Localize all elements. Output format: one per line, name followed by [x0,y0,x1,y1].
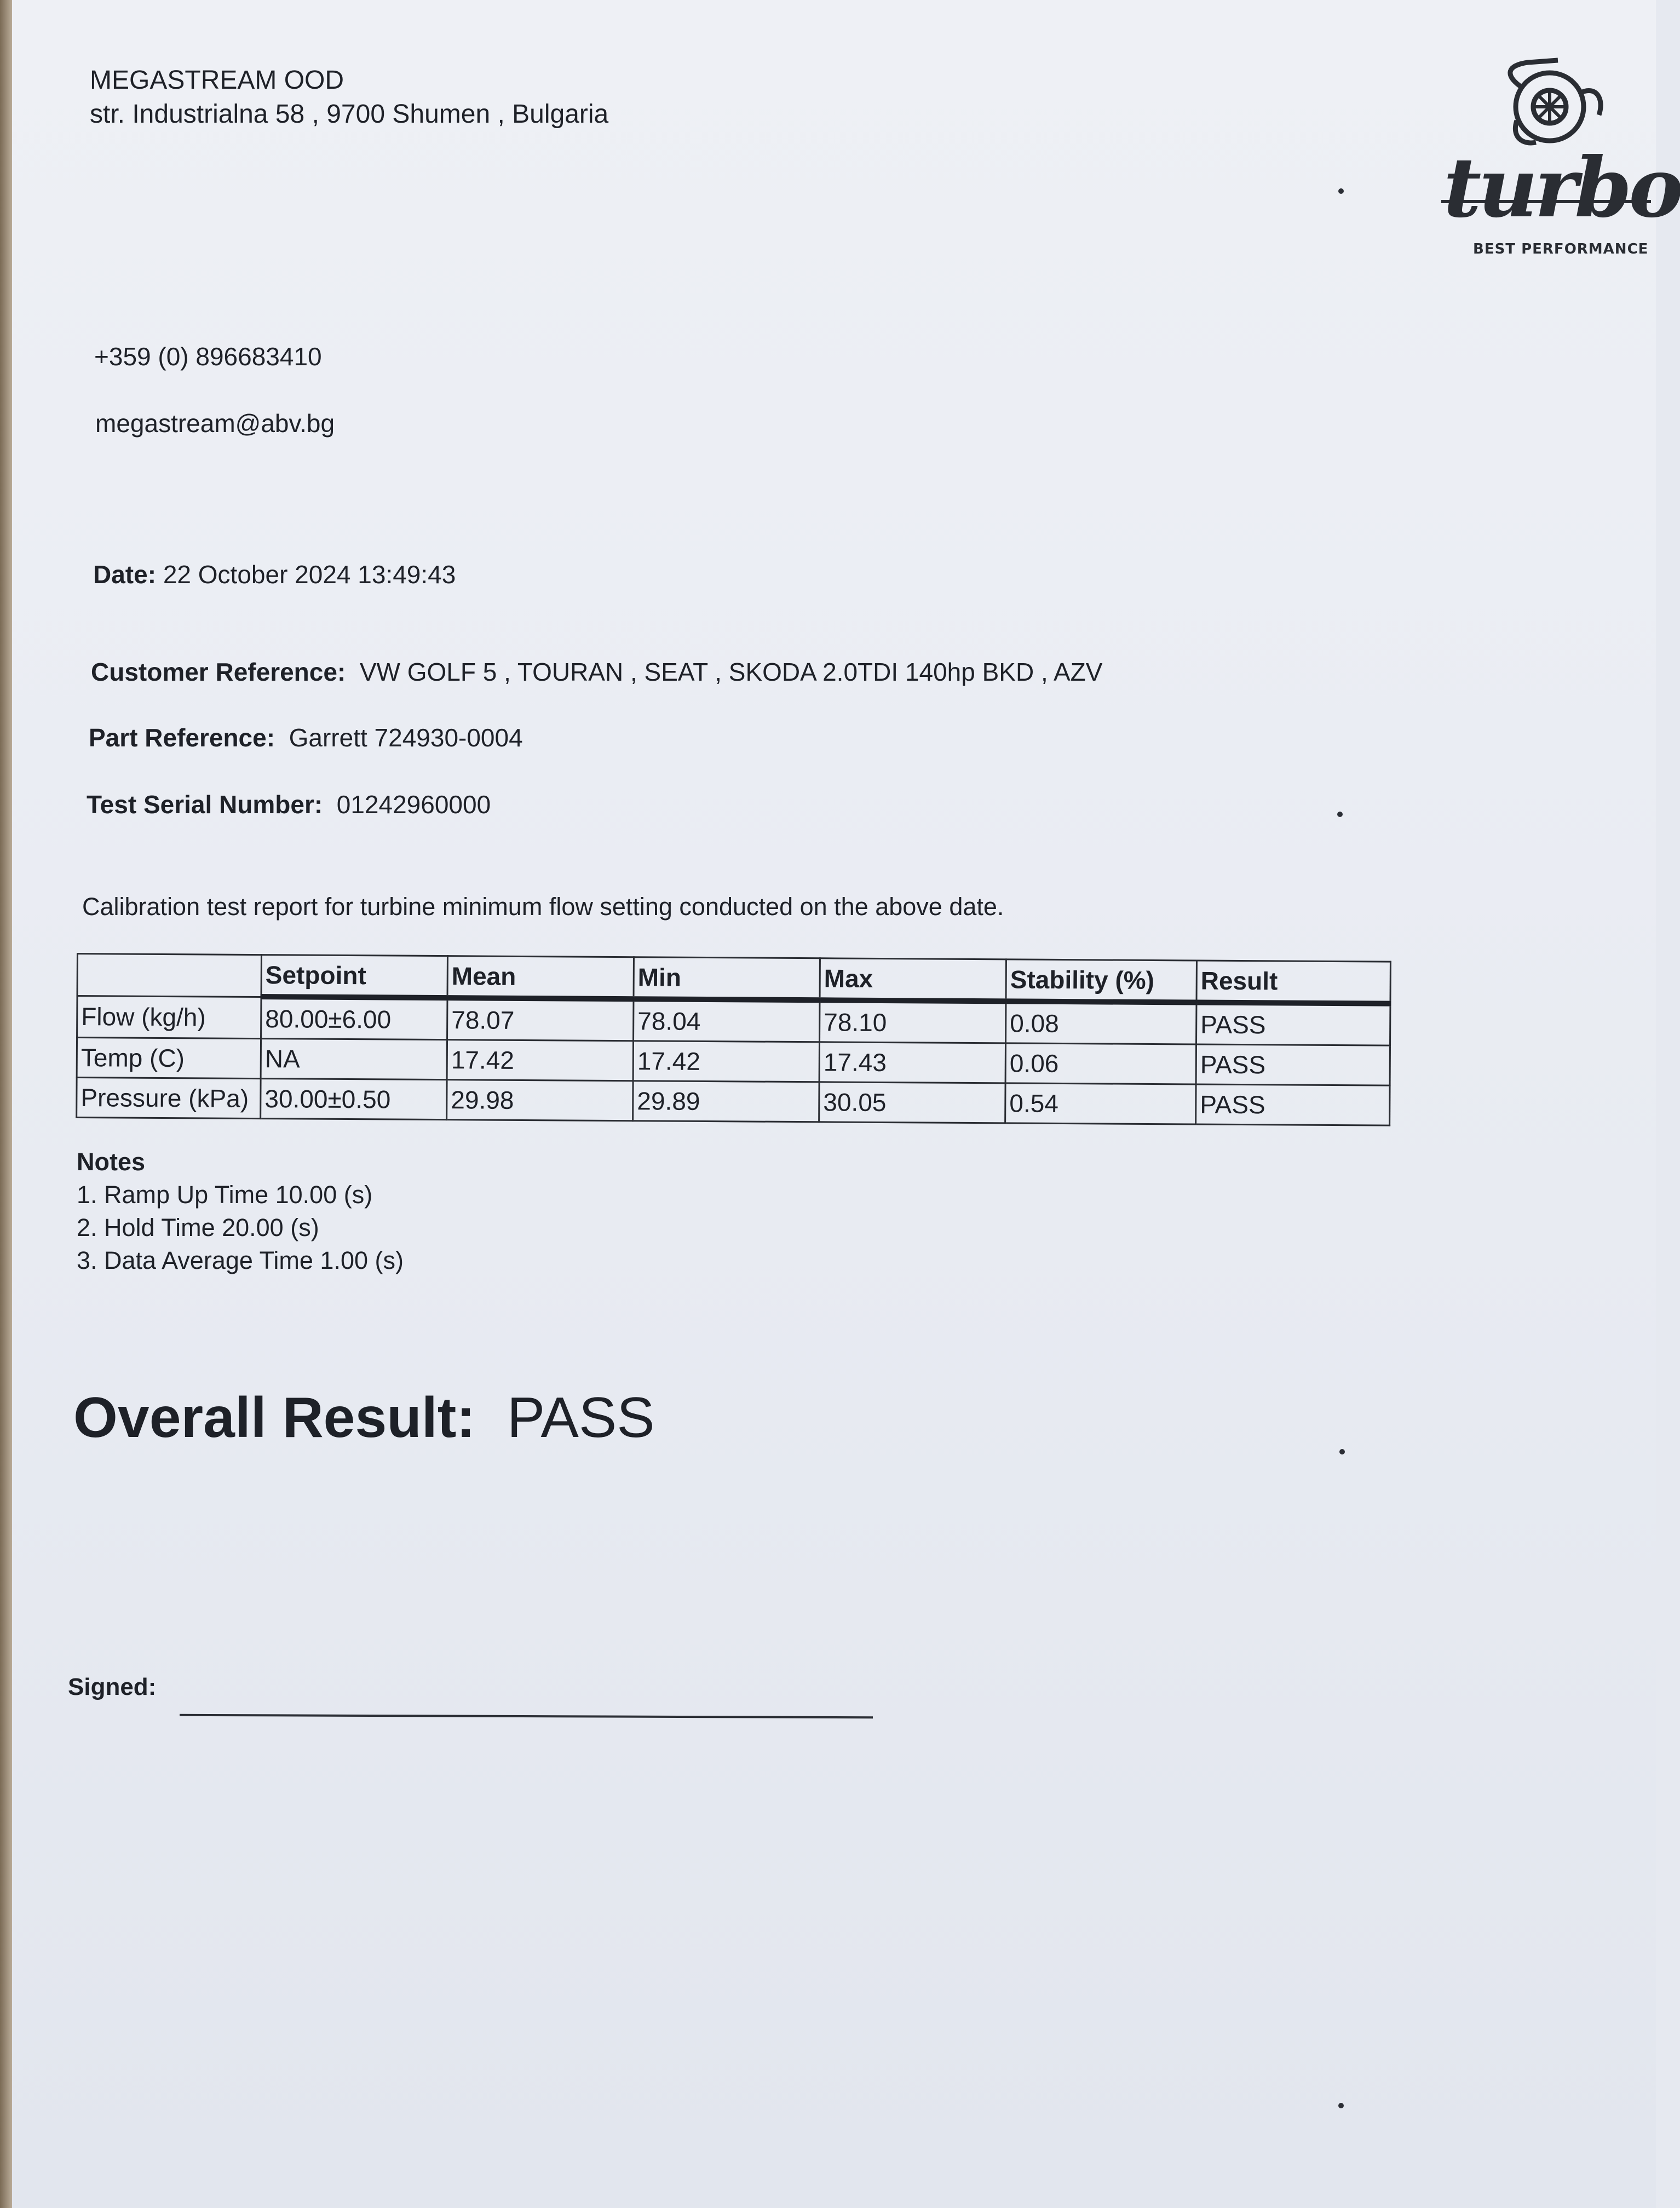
paper-mark [1338,2103,1344,2108]
logo-wordmark: turbo [1443,140,1680,236]
date-label: Date: [93,560,157,589]
company-name: MEGASTREAM OOD [90,66,344,95]
table-cell: 17.42 [633,1041,819,1082]
results-table [76,953,1391,1126]
note-item: 1. Ramp Up Time 10.00 (s) [77,1181,373,1209]
paper-edge [0,0,12,2208]
table-cell: Pressure (kPa) [77,1078,261,1119]
table-cell: 80.00±6.00 [261,997,447,1040]
report-caption: Calibration test report for turbine minimum flow setting conducted on the above date. [82,893,1004,921]
signed-label: Signed: [68,1674,157,1700]
table-row [77,996,1390,1045]
table-cell: Temp (C) [77,1038,261,1079]
table-cell: 78.10 [820,1000,1006,1043]
table-cell: 29.98 [447,1080,633,1121]
customer-reference-line [91,657,1102,687]
paper-mark [1337,812,1343,817]
table-header-blank [77,954,261,997]
table-header-stability: Stability (%) [1006,959,1196,1003]
table-header-row [77,954,1390,1004]
table-cell: 0.08 [1006,1001,1196,1044]
overall-result-label: Overall Result: [73,1386,476,1450]
table-header-setpoint: Setpoint [261,955,447,998]
table-cell: PASS [1196,1044,1390,1085]
table-cell: PASS [1196,1002,1390,1045]
logo-tagline: BEST PERFORMANCE [1473,241,1649,257]
company-address: str. Industrialna 58 , 9700 Shumen , Bulgaria [90,100,609,129]
table-header-mean: Mean [447,956,634,999]
table-cell: 78.07 [447,998,634,1041]
table-cell: 0.06 [1005,1043,1196,1084]
company-phone: +359 (0) 896683410 [94,342,322,371]
test-serial-value: 01242960000 [336,790,491,819]
part-reference-label: Part Reference: [89,723,275,752]
notes-title: Notes [77,1148,146,1176]
customer-reference-label: Customer Reference: [91,658,346,686]
table-cell: 30.05 [819,1082,1005,1123]
paper-mark [1339,1449,1345,1454]
table-cell: 17.43 [819,1042,1005,1083]
table-header-min: Min [634,957,820,1001]
table-cell: Flow (kg/h) [77,996,261,1039]
company-email: megastream@abv.bg [95,409,335,438]
table-row [77,1078,1390,1126]
table-cell: 78.04 [634,999,820,1042]
note-item: 2. Hold Time 20.00 (s) [77,1214,319,1241]
paper-mark [1338,188,1344,194]
part-reference-line [89,723,523,752]
notes-section [77,1146,404,1277]
customer-reference-value: VW GOLF 5 , TOURAN , SEAT , SKODA 2.0TDI 140hp BKD , AZV [359,658,1103,686]
table-cell: 29.89 [633,1081,819,1122]
table-cell: NA [261,1039,447,1080]
part-reference-value: Garrett 724930-0004 [289,723,523,752]
table-header-result: Result [1196,961,1390,1004]
table-cell: 30.00±0.50 [261,1079,447,1120]
test-serial-label: Test Serial Number: [87,790,323,819]
date-value: 22 October 2024 13:49:43 [163,560,456,589]
test-serial-line [87,790,491,819]
table-cell: 0.54 [1005,1083,1196,1124]
table-header-max: Max [820,958,1006,1002]
table-cell: 17.42 [447,1040,633,1081]
overall-result [73,1385,655,1451]
overall-result-value: PASS [507,1386,655,1450]
table-cell: PASS [1196,1084,1390,1125]
note-item: 3. Data Average Time 1.00 (s) [77,1246,404,1274]
date-line [93,560,456,589]
